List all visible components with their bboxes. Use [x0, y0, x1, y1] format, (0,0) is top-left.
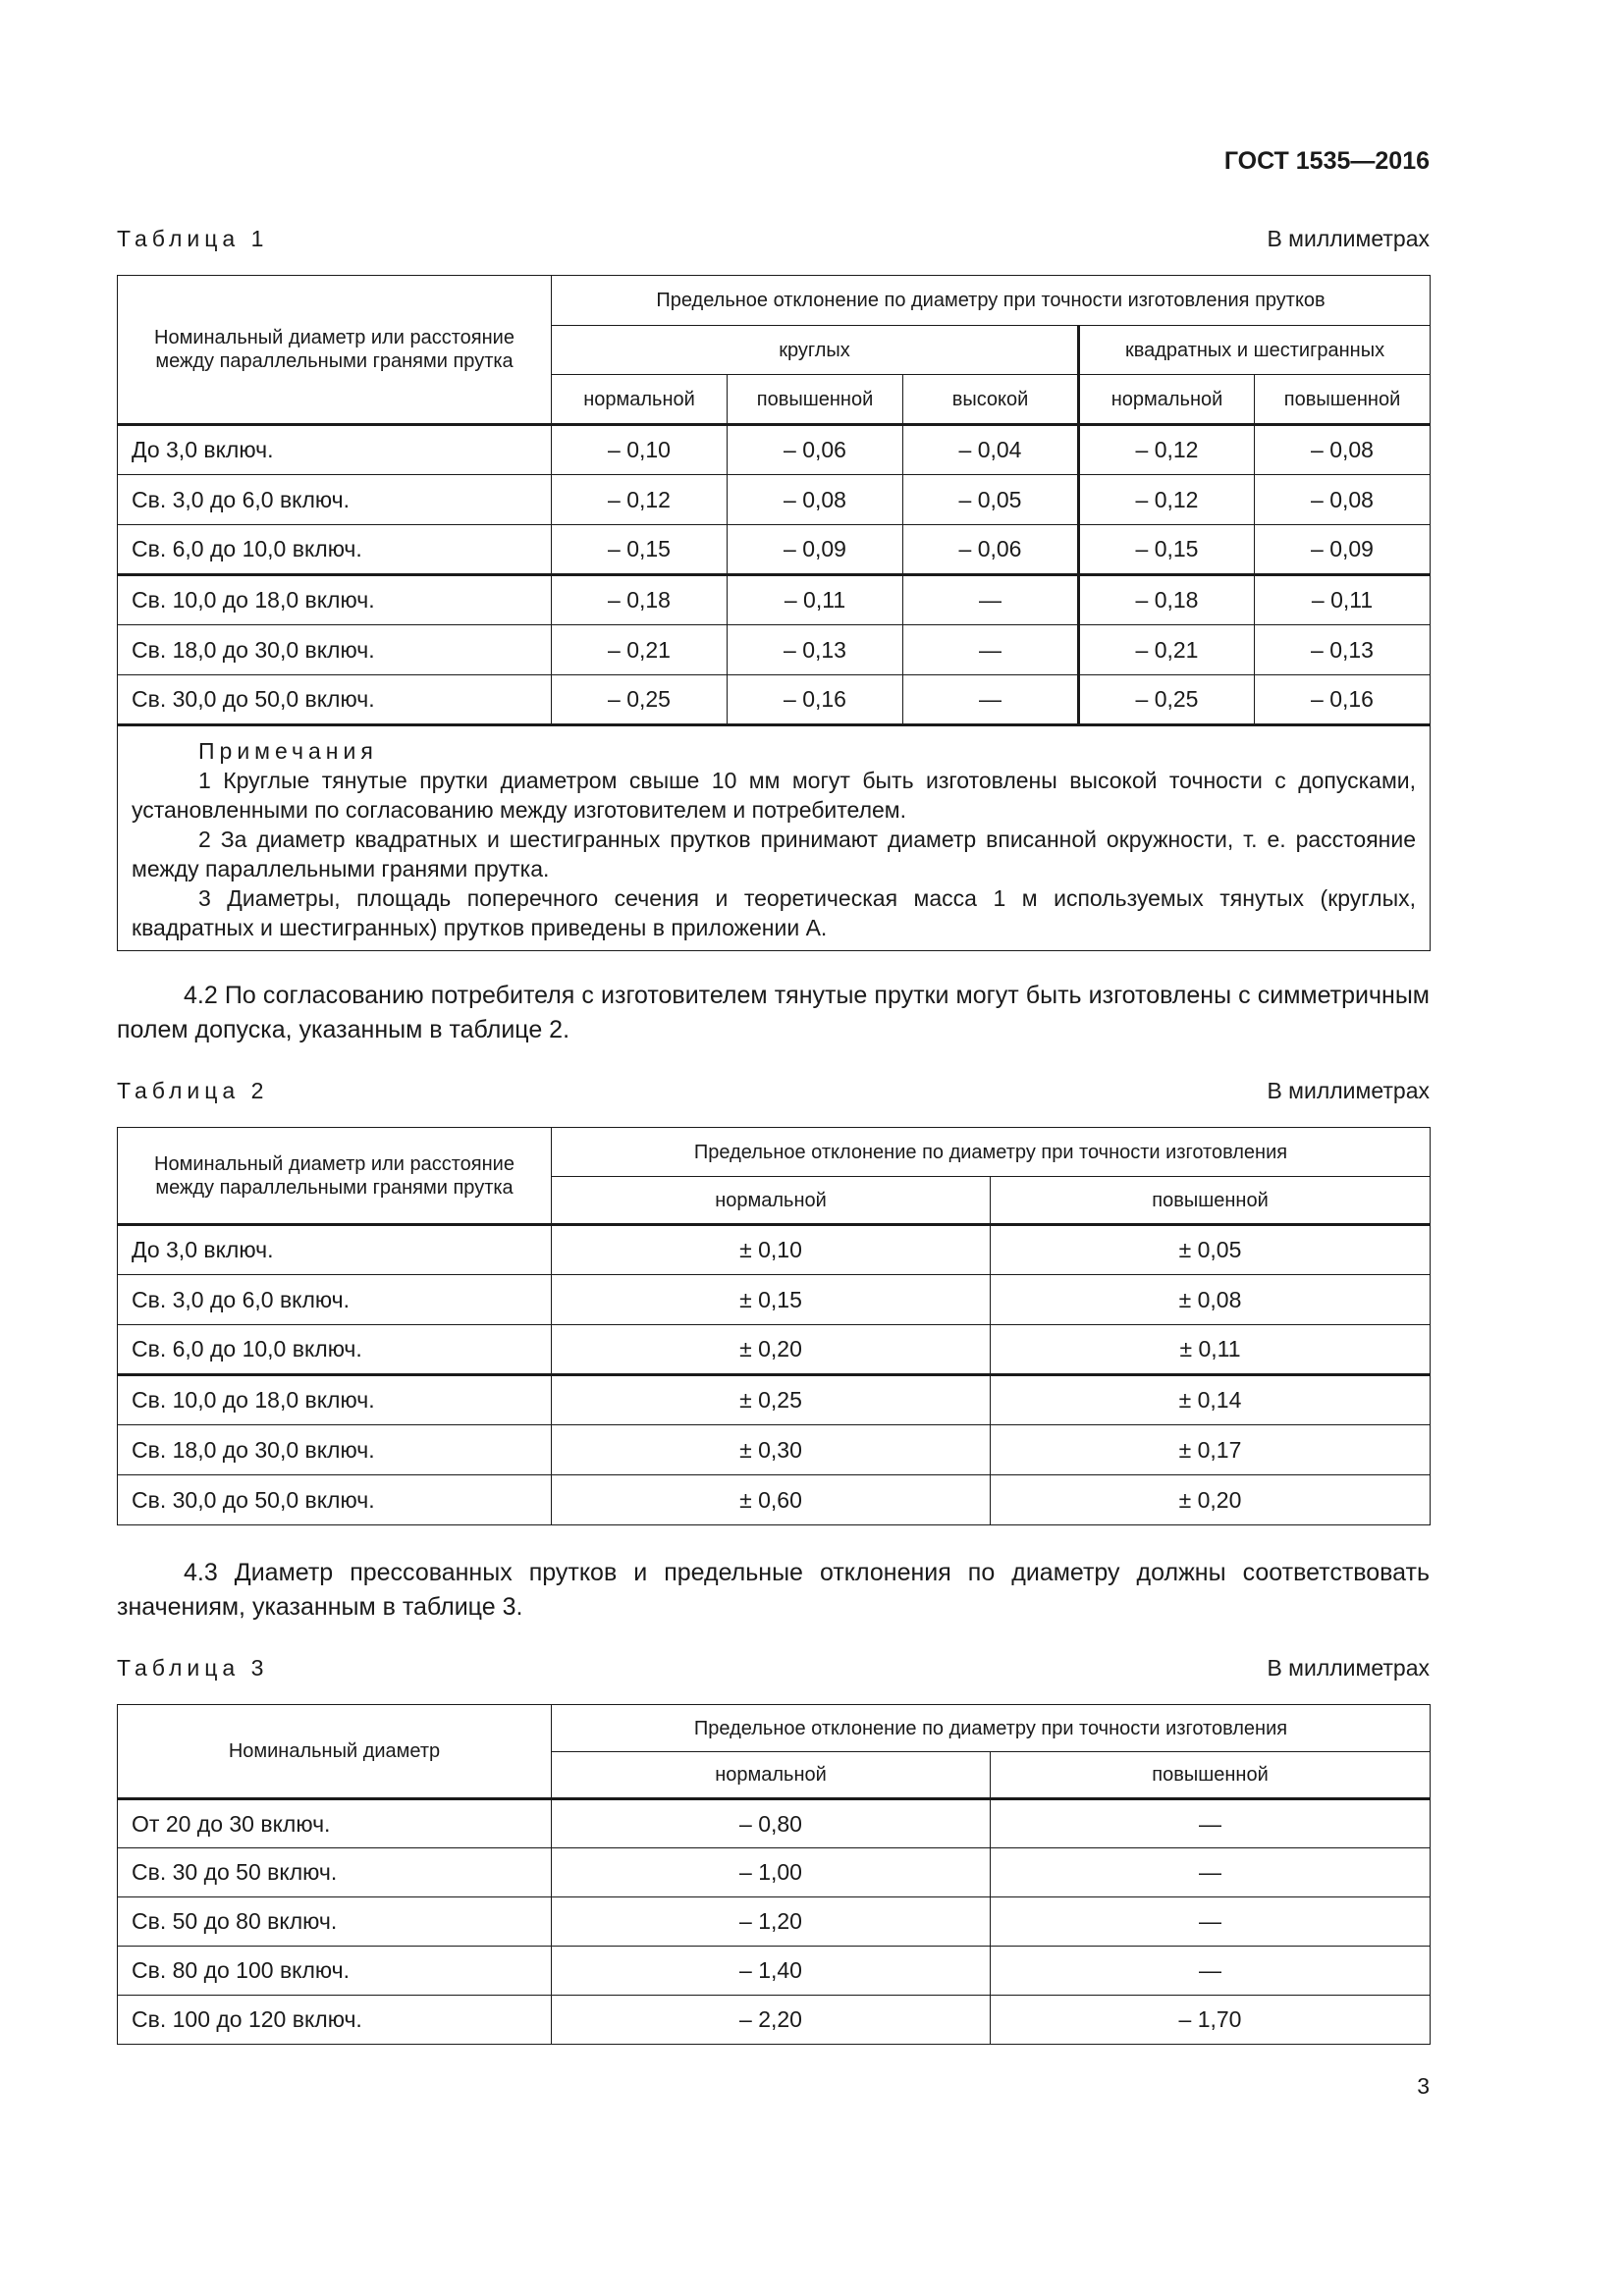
table1-notes [118, 725, 1431, 951]
table-cell: ± 0,11 [991, 1325, 1431, 1375]
table3-head-row: Номинальный диаметр [118, 1705, 552, 1799]
table-cell: – 0,13 [1255, 625, 1431, 675]
table-cell: Св. 10,0 до 18,0 включ. [118, 1375, 552, 1425]
table-cell: ± 0,30 [552, 1425, 991, 1475]
table-cell: – 0,15 [1079, 525, 1255, 575]
table-cell: – 0,09 [728, 525, 903, 575]
table-cell: – 0,04 [903, 425, 1079, 475]
table-cell: – 0,06 [903, 525, 1079, 575]
table-row [118, 675, 1431, 725]
table2-name: Таблица 2 [117, 1078, 269, 1103]
table2-head-main: Предельное отклонение по диаметру при точности изготовления [552, 1128, 1431, 1177]
table-row [118, 1848, 1431, 1897]
table2-sub-header: повышенной [991, 1177, 1431, 1225]
table-cell: ± 0,25 [552, 1375, 991, 1425]
table-cell: – 0,25 [1079, 675, 1255, 725]
table-row [118, 425, 1431, 475]
table-row [118, 1375, 1431, 1425]
document-code: ГОСТ 1535—2016 [1223, 147, 1430, 175]
page-number: 3 [1417, 2073, 1430, 2099]
table-cell: – 0,16 [728, 675, 903, 725]
table-cell: ± 0,08 [991, 1275, 1431, 1325]
table-cell: – 0,13 [728, 625, 903, 675]
table-cell: – 0,12 [552, 475, 728, 525]
table-row [118, 625, 1431, 675]
table-row [118, 1275, 1431, 1325]
notes-title: Примечания [198, 738, 378, 764]
table1-head-main: Предельное отклонение по диаметру при точности изготовления прутков [552, 276, 1431, 326]
table2-caption [117, 1078, 1430, 1104]
table1-unit: В миллиметрах [1267, 226, 1430, 251]
table3-head-main: Предельное отклонение по диаметру при точности изготовления [552, 1705, 1431, 1752]
table-cell: – 0,08 [1255, 425, 1431, 475]
table-row [118, 1897, 1431, 1947]
table-row [118, 1225, 1431, 1275]
note-item: 3 Диаметры, площадь поперечного сечения и теоретическая масса 1 м используемых тянутых (круглых, квадратных и шестигранных) прутков приведены в приложении А. [132, 885, 1417, 940]
table-row [118, 1475, 1431, 1525]
table-cell: – 0,15 [552, 525, 728, 575]
table1-sub-header: нормальной [552, 375, 728, 425]
table1-sub-header: нормальной [1079, 375, 1255, 425]
table-row [118, 575, 1431, 625]
table-cell: – 2,20 [552, 1996, 991, 2045]
table-cell: ± 0,60 [552, 1475, 991, 1525]
table1-sub-header: высокой [903, 375, 1079, 425]
table-cell: – 1,20 [552, 1897, 991, 1947]
table-cell: – 1,40 [552, 1947, 991, 1996]
table-row [118, 475, 1431, 525]
table-cell: — [903, 675, 1079, 725]
table-cell: — [903, 575, 1079, 625]
paragraph-4-2: 4.2 По согласованию потребителя с изготовителем тянутые прутки могут быть изготовлены с симметричным полем допуска, указанным в таблице 2. [117, 982, 1430, 1043]
table-cell: Св. 18,0 до 30,0 включ. [118, 1425, 552, 1475]
table1-notes-row [118, 725, 1431, 951]
table-cell: – 0,08 [728, 475, 903, 525]
table-cell: – 0,21 [1079, 625, 1255, 675]
table3-name: Таблица 3 [117, 1655, 269, 1681]
table-cell: – 0,12 [1079, 475, 1255, 525]
paragraph-4-3: 4.3 Диаметр прессованных прутков и предельные отклонения по диаметру должны соответствовать значениям, указанным в таблице 3. [117, 1559, 1430, 1621]
table1-head-round: круглых [552, 326, 1079, 375]
table-cell: – 0,09 [1255, 525, 1431, 575]
note-item: 1 Круглые тянутые прутки диаметром свыше 10 мм могут быть изготовлены высокой точности с допусками, установленными по согласованию между изготовителем и потребителем. [132, 768, 1417, 823]
table-cell: ± 0,10 [552, 1225, 991, 1275]
table-cell: ± 0,05 [991, 1225, 1431, 1275]
note-item: 2 За диаметр квадратных и шестигранных прутков принимают диаметр вписанной окружности, т. е. расстояние между параллельными гранями прутка. [132, 827, 1417, 881]
table-cell: – 0,08 [1255, 475, 1431, 525]
table-cell: – 0,80 [552, 1799, 991, 1848]
table2-unit: В миллиметрах [1267, 1078, 1430, 1103]
table-cell: Св. 30,0 до 50,0 включ. [118, 1475, 552, 1525]
table-cell: – 0,18 [1079, 575, 1255, 625]
table-cell: – 0,16 [1255, 675, 1431, 725]
table-cell: Св. 50 до 80 включ. [118, 1897, 552, 1947]
table-cell: – 0,25 [552, 675, 728, 725]
table-cell: – 1,70 [991, 1996, 1431, 2045]
table-cell: Св. 100 до 120 включ. [118, 1996, 552, 2045]
table-cell: – 0,12 [1079, 425, 1255, 475]
table-row [118, 1947, 1431, 1996]
table-cell: Св. 30,0 до 50,0 включ. [118, 675, 552, 725]
table-cell: ± 0,17 [991, 1425, 1431, 1475]
table1-sub-header: повышенной [728, 375, 903, 425]
table-cell: До 3,0 включ. [118, 425, 552, 475]
table-cell: Св. 6,0 до 10,0 включ. [118, 525, 552, 575]
table-cell: ± 0,20 [991, 1475, 1431, 1525]
table-cell: – 0,11 [728, 575, 903, 625]
table2-head-row: Номинальный диаметр или расстояние между параллельными гранями прутка [118, 1128, 552, 1225]
table-cell: Св. 6,0 до 10,0 включ. [118, 1325, 552, 1375]
table3-unit: В миллиметрах [1267, 1655, 1430, 1681]
table-row [118, 1996, 1431, 2045]
table1-caption [117, 226, 1430, 252]
table-cell: — [903, 625, 1079, 675]
table1-sub-header: повышенной [1255, 375, 1431, 425]
table3-sub-header: повышенной [991, 1752, 1431, 1799]
table-cell: — [991, 1799, 1431, 1848]
table-cell: Св. 80 до 100 включ. [118, 1947, 552, 1996]
table-cell: — [991, 1947, 1431, 1996]
table-cell: Св. 3,0 до 6,0 включ. [118, 475, 552, 525]
table-cell: – 0,18 [552, 575, 728, 625]
table2 [117, 1127, 1431, 1525]
table-cell: ± 0,14 [991, 1375, 1431, 1425]
table-cell: Св. 30 до 50 включ. [118, 1848, 552, 1897]
table-cell: ± 0,15 [552, 1275, 991, 1325]
table-cell: От 20 до 30 включ. [118, 1799, 552, 1848]
table-cell: — [991, 1897, 1431, 1947]
table-cell: Св. 18,0 до 30,0 включ. [118, 625, 552, 675]
table-cell: — [991, 1848, 1431, 1897]
table-cell: – 0,05 [903, 475, 1079, 525]
table-row [118, 1325, 1431, 1375]
table3 [117, 1704, 1431, 2045]
table-cell: До 3,0 включ. [118, 1225, 552, 1275]
table3-sub-header: нормальной [552, 1752, 991, 1799]
table-cell: Св. 10,0 до 18,0 включ. [118, 575, 552, 625]
table1-name: Таблица 1 [117, 226, 269, 251]
table-cell: – 0,21 [552, 625, 728, 675]
table3-caption [117, 1655, 1430, 1682]
table-cell: – 0,11 [1255, 575, 1431, 625]
table-row [118, 1425, 1431, 1475]
table1-head-square: квадратных и шестигранных [1079, 326, 1431, 375]
table2-sub-header: нормальной [552, 1177, 991, 1225]
table-row [118, 1799, 1431, 1848]
table1-head-row: Номинальный диаметр или расстояние между параллельными гранями прутка [118, 276, 552, 425]
table1 [117, 275, 1431, 951]
table-cell: – 1,00 [552, 1848, 991, 1897]
table-cell: – 0,06 [728, 425, 903, 475]
table-cell: ± 0,20 [552, 1325, 991, 1375]
table-cell: – 0,10 [552, 425, 728, 475]
table-row [118, 525, 1431, 575]
table-cell: Св. 3,0 до 6,0 включ. [118, 1275, 552, 1325]
